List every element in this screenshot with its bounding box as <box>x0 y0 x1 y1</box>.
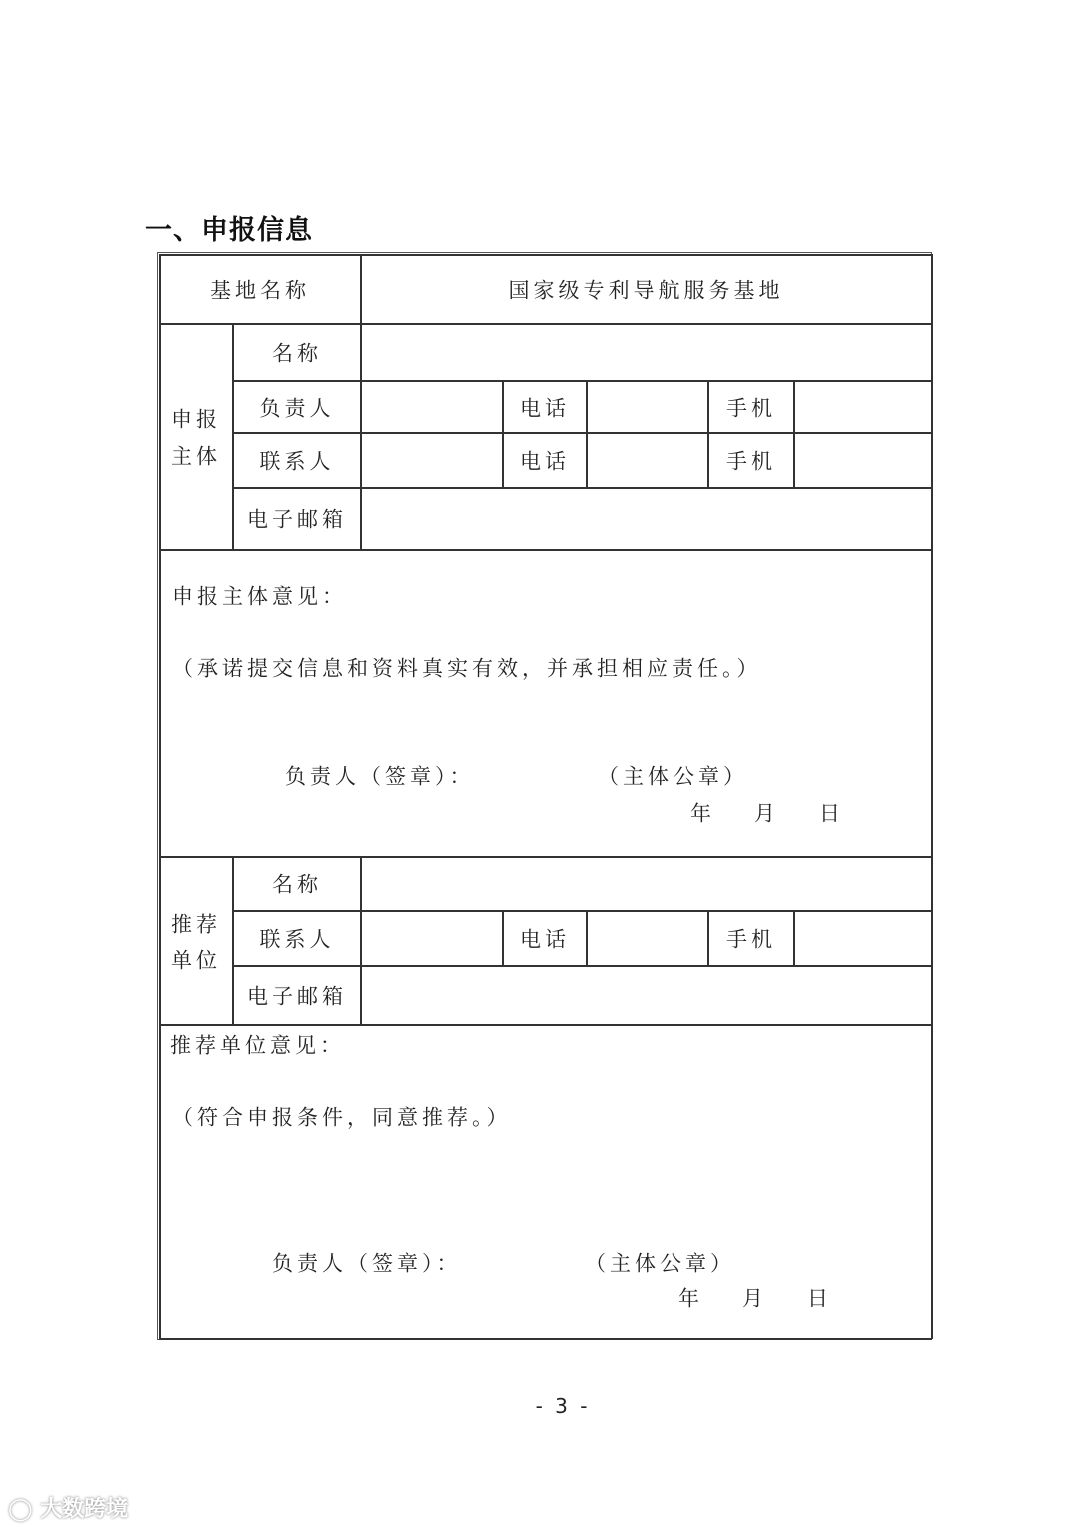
row-divider <box>233 965 932 967</box>
row-divider <box>233 380 932 382</box>
applicant-opinion-title: 申报主体意见： <box>172 584 347 609</box>
applicant-head-label: 负责人 <box>259 396 335 421</box>
row-divider <box>159 856 932 858</box>
recommender-mobile-label: 手机 <box>726 927 776 952</box>
row-divider <box>233 432 932 434</box>
col-divider <box>707 910 709 966</box>
row-divider <box>233 487 932 489</box>
recommender-opinion-title: 推荐单位意见： <box>170 1033 345 1058</box>
applicant-opinion-statement: （承诺提交信息和资料真实有效，并承担相应责任。） <box>172 656 762 681</box>
applicant-email-label: 电子邮箱 <box>247 507 347 532</box>
date-day: 日 <box>819 801 844 826</box>
recommender-seal-label: （主体公章） <box>585 1251 735 1276</box>
recommender-name-label: 名称 <box>272 872 322 897</box>
watermark-text: 大数跨境 <box>40 1497 129 1522</box>
col-divider <box>159 254 161 1339</box>
col-divider <box>502 910 504 966</box>
head-mobile-label: 手机 <box>726 396 776 421</box>
col-divider <box>707 380 709 488</box>
recommender-sign-label: 负责人（签章）： <box>272 1251 462 1276</box>
page-number: - 3 - <box>535 1394 591 1418</box>
recommender-contact-label: 联系人 <box>259 927 335 952</box>
recommender-opinion-statement: （符合申报条件，同意推荐。） <box>172 1105 512 1130</box>
col-divider <box>360 254 362 550</box>
col-divider <box>502 380 504 488</box>
applicant-seal-label: （主体公章） <box>598 764 748 789</box>
recommender-phone-label: 电话 <box>520 927 570 952</box>
date-month: 月 <box>754 801 779 826</box>
col-divider <box>232 323 234 550</box>
date-month: 月 <box>742 1286 767 1311</box>
date-day: 日 <box>807 1286 832 1311</box>
recommender-group-label: 单位 <box>171 948 221 973</box>
section-title: 一、申报信息 <box>145 215 313 246</box>
col-divider <box>360 856 362 1025</box>
col-divider <box>931 254 933 1339</box>
head-phone-label: 电话 <box>520 396 570 421</box>
base-name-value: 国家级专利导航服务基地 <box>508 278 784 303</box>
row-divider <box>159 549 932 551</box>
row-divider <box>233 910 932 912</box>
row-divider <box>159 1338 932 1340</box>
col-divider <box>586 380 588 488</box>
applicant-group-label: 申报 <box>171 407 221 432</box>
date-year: 年 <box>690 801 715 826</box>
col-divider <box>232 856 234 1025</box>
col-divider <box>586 910 588 966</box>
applicant-name-label: 名称 <box>272 341 322 366</box>
col-divider <box>793 910 795 966</box>
applicant-contact-label: 联系人 <box>259 449 335 474</box>
row-divider <box>159 1024 932 1026</box>
base-name-label: 基地名称 <box>210 278 310 303</box>
row-divider <box>159 323 932 325</box>
date-year: 年 <box>678 1286 703 1311</box>
watermark-logo: ◯ 大数跨境 <box>8 1497 129 1522</box>
applicant-sign-label: 负责人（签章）： <box>285 764 475 789</box>
recommender-email-label: 电子邮箱 <box>247 984 347 1009</box>
recommender-group-label: 推荐 <box>171 912 221 937</box>
col-divider <box>793 380 795 488</box>
contact-phone-label: 电话 <box>520 449 570 474</box>
contact-mobile-label: 手机 <box>726 449 776 474</box>
row-divider <box>159 254 932 256</box>
applicant-group-label: 主体 <box>171 444 221 469</box>
